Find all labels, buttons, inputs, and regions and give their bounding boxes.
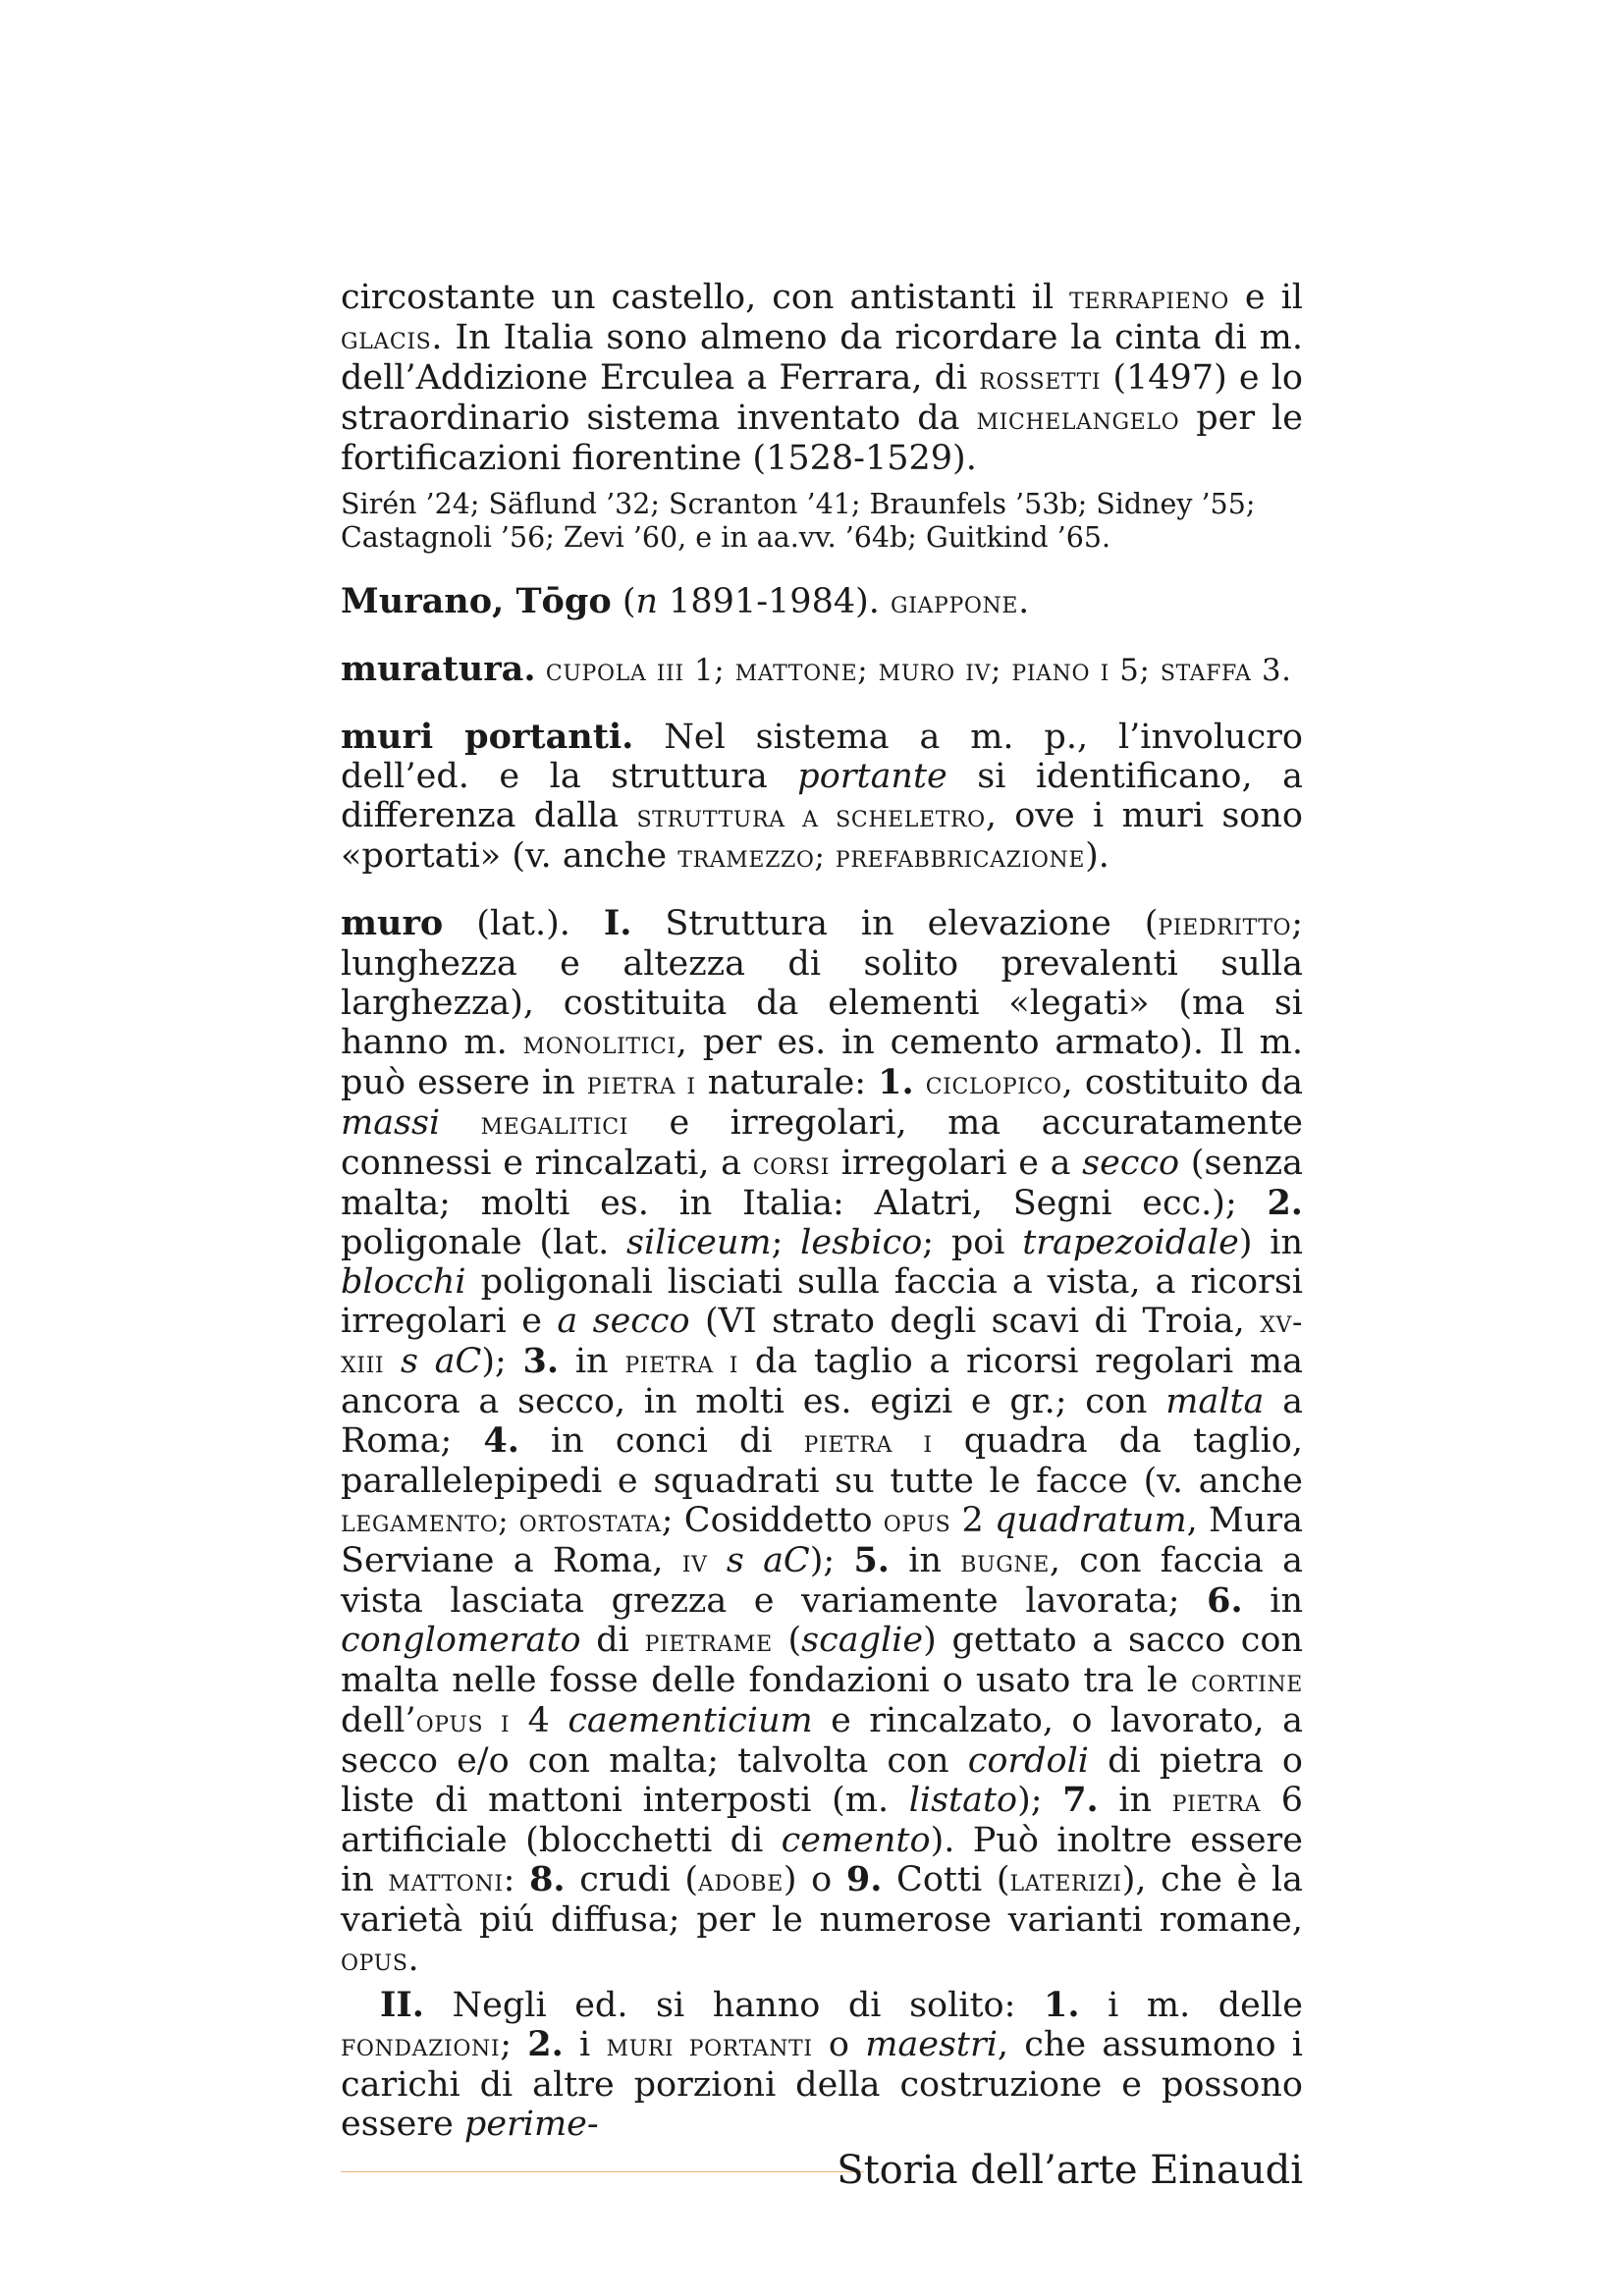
- italic-run: n: [635, 582, 659, 621]
- text-run: ; lunghezza e altezza di solito prevalenti sulla larghezza), costituita da elementi «legati» (ma si hanno m.: [341, 904, 1304, 1062]
- text-run: Cotti (: [882, 1860, 1010, 1899]
- text-run: ; Cosiddetto: [661, 1501, 884, 1540]
- italic-run: malta: [1165, 1382, 1265, 1421]
- item-number: 3.: [522, 1341, 560, 1381]
- cross-reference: terrapieno: [1069, 281, 1229, 316]
- cross-reference: pietra: [1171, 1784, 1262, 1819]
- entry-headword: Murano, Tōgo: [341, 581, 612, 621]
- text-run: dell’: [341, 1701, 416, 1740]
- text-run: a Roma;: [341, 1382, 1303, 1461]
- text-run: (VI strato degli scavi di Troia,: [689, 1302, 1261, 1341]
- text-run: ) in: [1238, 1223, 1304, 1262]
- text-run: di pietra o liste di mattoni interposti (m.: [341, 1741, 1303, 1820]
- text-run: , ove i muri sono «portati» (v. anche: [341, 796, 1303, 876]
- italic-run: cemento: [781, 1821, 931, 1860]
- entry-headword: muratura.: [341, 649, 536, 689]
- cross-reference: iv: [681, 1544, 708, 1579]
- text-run: 6 artificiale (blocchetti di: [341, 1781, 1303, 1860]
- text-run: ;: [500, 2025, 528, 2064]
- text-run: in: [1098, 1781, 1172, 1820]
- cross-reference: laterizi: [1009, 1863, 1122, 1898]
- italic-run: conglomerato: [341, 1621, 581, 1660]
- text-run: [384, 1342, 401, 1381]
- cross-reference: mattoni: [388, 1863, 504, 1898]
- entry-muri-portanti: [341, 718, 1303, 877]
- cross-reference: tramezzo; prefabbricazione: [677, 839, 1086, 875]
- item-number: 1.: [1044, 1985, 1080, 2025]
- cross-reference: struttura a scheletro: [636, 799, 986, 834]
- text-run: in conci di: [518, 1421, 804, 1461]
- item-number: 9.: [845, 1859, 883, 1899]
- text-run: );: [481, 1342, 523, 1381]
- cross-reference: megalitici: [480, 1106, 629, 1142]
- text-run: in: [1242, 1581, 1303, 1621]
- text-run: poligonale (lat.: [341, 1223, 627, 1262]
- cross-reference: cupola iii 1; mattone; muro iv; piano i 5; staffa 3.: [535, 653, 1292, 688]
- italic-run: siliceum: [626, 1223, 772, 1262]
- cross-reference: giappone: [891, 585, 1019, 620]
- text-run: , che assumono i carichi di altre porzioni della costruzione e possono essere: [341, 2025, 1303, 2144]
- intro-paragraph: [341, 278, 1303, 478]
- italic-run: secco: [1082, 1144, 1180, 1183]
- text-run: Struttura in elevazione (: [631, 904, 1159, 943]
- text-run: , costituito da: [1061, 1063, 1303, 1102]
- cross-reference: fondazioni: [341, 2028, 501, 2063]
- entry-muro-section-ii: [341, 1986, 1303, 2144]
- cross-reference: glacis: [341, 321, 432, 356]
- cross-reference: opus i: [415, 1704, 511, 1739]
- italic-run: lesbico: [800, 1223, 923, 1262]
- cross-reference: rossetti: [979, 361, 1102, 397]
- item-number: 1.: [878, 1062, 914, 1102]
- cross-reference: pietrame: [644, 1624, 773, 1659]
- text-run: irregolari e a: [830, 1144, 1083, 1183]
- item-number: 7.: [1062, 1780, 1099, 1820]
- text-run: i m. delle: [1079, 1986, 1303, 2025]
- entry-muratura: [341, 650, 1303, 690]
- cross-reference: opus: [883, 1504, 951, 1539]
- text-run: ; poi: [922, 1223, 1023, 1262]
- cross-reference: ciclopico: [925, 1066, 1062, 1101]
- text-run: naturale:: [695, 1063, 879, 1102]
- text-run: in: [559, 1342, 625, 1381]
- text-run: );: [809, 1541, 854, 1580]
- text-run: ). Può inoltre essere in: [341, 1821, 1304, 1899]
- text-run: i: [563, 2025, 607, 2064]
- text-run: si identificano, a differenza dalla: [341, 757, 1304, 835]
- text-run: Nel sistema a m. p., l’involucro dell’ed. e la struttura: [341, 718, 1303, 796]
- footer-title: Storia dell’arte Einaudi: [837, 2148, 1303, 2193]
- cross-reference: bugne: [960, 1544, 1050, 1579]
- bibliography-references: Sirén ’24; Säflund ’32; Scranton ’41; Braunfels ’53b; Sidney ’55; Castagnoli ’56; Zevi ’60, e in aa.vv. ’64b; Guitkind ’65.: [341, 488, 1256, 554]
- cross-reference: cortine: [1190, 1664, 1303, 1699]
- text-run: in: [889, 1541, 961, 1580]
- entry-muro: [341, 904, 1303, 1980]
- text-run: circostante un castello, con antistanti il: [341, 278, 1070, 317]
- text-run: ) o: [783, 1860, 846, 1899]
- italic-run: trapezoidale: [1022, 1223, 1239, 1262]
- italic-run: caementicium: [568, 1701, 813, 1740]
- text-run: [440, 1103, 480, 1143]
- entry-murano: [341, 582, 1303, 622]
- text-run: (: [611, 582, 636, 621]
- item-number: 4.: [483, 1420, 519, 1461]
- text-run: per le fortificazioni fiorentine (1528-1529).: [341, 399, 1304, 478]
- text-run: o: [812, 2025, 866, 2064]
- text-run: (lat.).: [443, 904, 604, 943]
- entry-headword: muro: [341, 903, 444, 943]
- text-run: quadra da taglio, parallelepipedi e squadrati su tutte le facce (v. anche: [341, 1421, 1303, 1501]
- section-number: II.: [380, 1985, 424, 2025]
- entry-headword: muri portanti.: [341, 717, 634, 757]
- italic-run: massi: [341, 1103, 441, 1143]
- text-run: crudi (: [565, 1860, 698, 1899]
- cross-reference: adobe: [698, 1863, 784, 1898]
- cross-reference: legamento; ortostata: [341, 1504, 662, 1539]
- text-run: , con faccia a vista lasciata grezza e variamente lavorata;: [341, 1541, 1303, 1621]
- italic-run: s aC: [400, 1342, 482, 1381]
- text-run: di: [580, 1621, 645, 1660]
- italic-run: cordoli: [967, 1741, 1089, 1781]
- italic-run: portante: [797, 757, 947, 796]
- text-run: 4: [510, 1701, 568, 1740]
- cross-reference: michelangelo: [976, 401, 1180, 437]
- italic-run: a secco: [557, 1302, 690, 1341]
- italic-run: maestri: [865, 2025, 998, 2064]
- text-run: [914, 1063, 926, 1102]
- page-body: [341, 278, 1303, 2144]
- item-number: 2.: [527, 2024, 564, 2064]
- text-run: e rincalzato, o lavorato, a secco e/o con malta; talvolta con: [341, 1701, 1303, 1781]
- italic-run: s aC: [726, 1541, 810, 1580]
- text-run: 2: [950, 1501, 996, 1540]
- text-run: :: [503, 1860, 530, 1899]
- text-run: e irregolari, ma accuratamente connessi e rincalzati, a: [341, 1103, 1303, 1183]
- text-run: .: [1018, 582, 1030, 621]
- text-run: ) gettato a sacco con malta nelle fosse delle fondazioni o usato tra le: [341, 1621, 1304, 1700]
- italic-run: quadratum: [995, 1501, 1187, 1540]
- item-number: 8.: [529, 1859, 566, 1899]
- text-run: ).: [1085, 836, 1109, 876]
- text-run: , Mura Serviane a Roma,: [341, 1501, 1303, 1580]
- cross-reference: pietra i: [803, 1424, 933, 1460]
- cross-reference: xv-xiii: [341, 1305, 1303, 1380]
- text-run: e il: [1228, 278, 1303, 317]
- text-run: Negli ed. si hanno di solito:: [423, 1986, 1044, 2025]
- text-run: da taglio a ricorsi regolari ma ancora a secco, in molti es. egizi e gr.; con: [341, 1342, 1303, 1421]
- text-run: .: [407, 1940, 419, 1979]
- section-number: I.: [603, 903, 632, 943]
- text-run: (: [772, 1621, 802, 1660]
- text-run: (senza malta; molti es. in Italia: Alatri, Segni ecc.);: [341, 1144, 1303, 1223]
- italic-run: scaglie: [801, 1621, 924, 1660]
- item-number: 6.: [1207, 1580, 1243, 1621]
- text-run: ;: [771, 1223, 801, 1262]
- footer-rule: [341, 2171, 864, 2172]
- cross-reference: corsi: [752, 1147, 831, 1182]
- cross-reference: muri portanti: [606, 2028, 813, 2063]
- text-run: [708, 1541, 727, 1580]
- cross-reference: pietra i: [624, 1345, 739, 1380]
- italic-run: perime-: [463, 2105, 599, 2144]
- cross-reference: pietra i: [586, 1066, 696, 1101]
- cross-reference: opus: [341, 1943, 408, 1978]
- item-number: 2.: [1267, 1183, 1303, 1223]
- text-run: . In Italia sono almeno da ricordare la cinta di m. dell’Addizione Erculea a Ferrara, di: [341, 318, 1303, 398]
- text-run: (1497) e lo straordinario sistema inventato da: [341, 358, 1303, 438]
- italic-run: blocchi: [341, 1262, 466, 1302]
- item-number: 5.: [853, 1540, 890, 1580]
- cross-reference: piedritto: [1158, 907, 1292, 942]
- text-run: 1891-1984).: [658, 582, 892, 621]
- text-run: ), che è la varietà piú diffusa; per le numerose varianti romane,: [341, 1860, 1303, 1940]
- italic-run: listato: [908, 1781, 1018, 1820]
- text-run: , per es. in cemento armato). Il m. può essere in: [341, 1023, 1303, 1102]
- text-run: );: [1017, 1781, 1063, 1820]
- cross-reference: monolitici: [522, 1026, 676, 1061]
- text-run: poligonali lisciati sulla faccia a vista, a ricorsi irregolari e: [341, 1262, 1303, 1341]
